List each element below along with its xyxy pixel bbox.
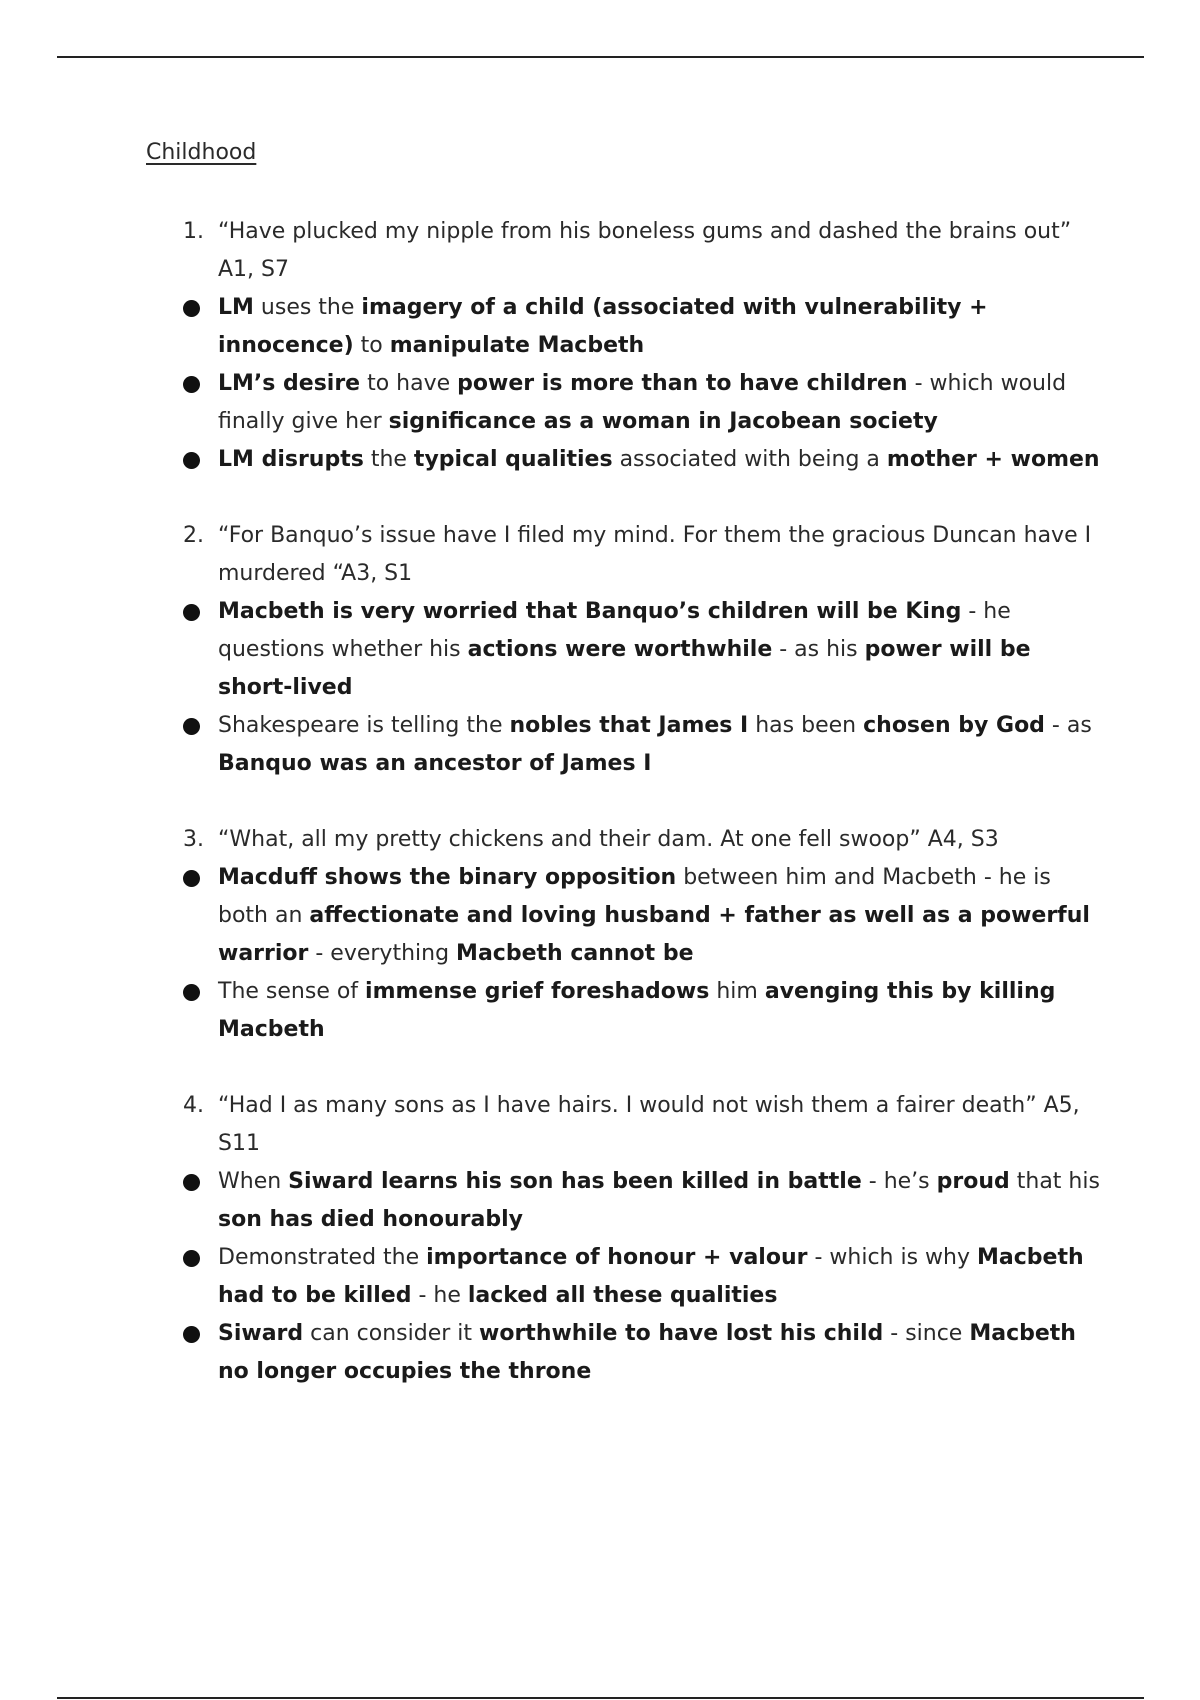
bold-run: Macduff shows the binary opposition bbox=[218, 865, 677, 890]
text-run: - as bbox=[1044, 713, 1092, 738]
bold-run: Macbeth had to be killed bbox=[218, 1245, 1084, 1308]
bold-run: Siward bbox=[218, 1321, 304, 1346]
bold-run: Banquo was an ancestor of James I bbox=[218, 751, 652, 776]
quote-number: 4. bbox=[183, 1093, 204, 1118]
bullet-text bbox=[218, 441, 1106, 479]
bullet-dot-icon bbox=[146, 707, 218, 783]
bold-run: avenging this by killing Macbeth bbox=[218, 979, 1056, 1042]
bold-run: Macbeth is very worried that Banquo’s children will be King bbox=[218, 599, 962, 624]
bullet-point bbox=[146, 859, 1106, 973]
bold-run: nobles that James I bbox=[509, 713, 749, 738]
bullet-point bbox=[146, 593, 1106, 707]
bullet-text bbox=[218, 1239, 1106, 1315]
quote-item bbox=[146, 517, 1106, 593]
bullet-point bbox=[146, 973, 1106, 1049]
bullet-dot-icon bbox=[146, 859, 218, 973]
bullet-text bbox=[218, 973, 1106, 1049]
bold-run: power is more than to have children bbox=[457, 371, 908, 396]
section-heading: Childhood bbox=[146, 140, 257, 165]
bold-run: proud bbox=[936, 1169, 1010, 1194]
bottom-rule bbox=[57, 1697, 1144, 1699]
text-run: - he questions whether his bbox=[218, 599, 1011, 662]
text-run: has been bbox=[748, 713, 864, 738]
text-run: - which is why bbox=[807, 1245, 978, 1270]
bullet-dot-icon bbox=[146, 1163, 218, 1239]
text-run: - he’s bbox=[861, 1169, 937, 1194]
quote-item bbox=[146, 213, 1106, 289]
bold-run: LM’s desire bbox=[218, 371, 361, 396]
bold-run: son has died honourably bbox=[218, 1207, 523, 1232]
quote-number: 1. bbox=[183, 219, 204, 244]
bullet-text bbox=[218, 859, 1106, 973]
text-run: associated with being a bbox=[612, 447, 887, 472]
text-run: When bbox=[218, 1169, 289, 1194]
bullet-text bbox=[218, 593, 1106, 707]
bold-run: Siward learns his son has been killed in battle bbox=[288, 1169, 862, 1194]
text-run: the bbox=[363, 447, 414, 472]
bold-run: actions were worthwhile bbox=[467, 637, 773, 662]
bullet-dot-icon bbox=[146, 441, 218, 479]
bullet-point bbox=[146, 365, 1106, 441]
text-run: Demonstrated the bbox=[218, 1245, 427, 1270]
bullet-dot-icon bbox=[146, 973, 218, 1049]
top-rule bbox=[57, 56, 1144, 58]
text-run: The sense of bbox=[218, 979, 366, 1004]
bold-run: LM bbox=[218, 295, 254, 320]
quote-text: “For Banquo’s issue have I filed my mind. For them the gracious Duncan have I murdered “A3, S1 bbox=[218, 523, 1092, 586]
bullet-point bbox=[146, 441, 1106, 479]
bold-run: affectionate and loving husband + father as well as a powerful warrior bbox=[218, 903, 1090, 966]
bold-run: LM disrupts bbox=[218, 447, 364, 472]
quote-number: 2. bbox=[183, 523, 204, 548]
text-run: can consider it bbox=[303, 1321, 480, 1346]
quote-number: 3. bbox=[183, 827, 204, 852]
text-run: to have bbox=[360, 371, 458, 396]
bold-run: manipulate Macbeth bbox=[389, 333, 645, 358]
text-run: - he bbox=[411, 1283, 468, 1308]
text-run: him bbox=[709, 979, 765, 1004]
bold-run: importance of honour + valour bbox=[426, 1245, 808, 1270]
text-run: - everything bbox=[308, 941, 457, 966]
bold-run: lacked all these qualities bbox=[467, 1283, 778, 1308]
bold-run: typical qualities bbox=[413, 447, 613, 472]
bullet-dot-icon bbox=[146, 365, 218, 441]
text-run: to bbox=[353, 333, 390, 358]
quote-section bbox=[146, 517, 1106, 783]
quote-item bbox=[146, 1087, 1106, 1163]
bullet-text bbox=[218, 1315, 1106, 1391]
quote-text: “Had I as many sons as I have hairs. I would not wish them a fairer death” A5, S11 bbox=[218, 1093, 1080, 1156]
bullet-point bbox=[146, 1163, 1106, 1239]
bold-run: mother + women bbox=[886, 447, 1100, 472]
quote-section bbox=[146, 1087, 1106, 1391]
bullet-text bbox=[218, 707, 1106, 783]
bullet-dot-icon bbox=[146, 289, 218, 365]
bullet-dot-icon bbox=[146, 593, 218, 707]
bold-run: imagery of a child (associated with vulnerability + innocence) bbox=[218, 295, 988, 358]
quote-section bbox=[146, 821, 1106, 1049]
text-run: that his bbox=[1009, 1169, 1100, 1194]
bold-run: Macbeth no longer occupies the throne bbox=[218, 1321, 1076, 1384]
text-run: Shakespeare is telling the bbox=[218, 713, 510, 738]
document-body bbox=[146, 140, 1106, 1429]
quote-list bbox=[146, 213, 1106, 1391]
bold-run: worthwhile to have lost his child bbox=[479, 1321, 884, 1346]
bold-run: power will be short-lived bbox=[218, 637, 1031, 700]
bullet-dot-icon bbox=[146, 1315, 218, 1391]
bold-run: Macbeth cannot be bbox=[456, 941, 694, 966]
bullet-point bbox=[146, 1315, 1106, 1391]
bullet-point bbox=[146, 1239, 1106, 1315]
bullet-point bbox=[146, 289, 1106, 365]
bullet-text bbox=[218, 289, 1106, 365]
quote-text: “Have plucked my nipple from his boneless gums and dashed the brains out” A1, S7 bbox=[218, 219, 1072, 282]
bullet-text bbox=[218, 365, 1106, 441]
quote-text: “What, all my pretty chickens and their dam. At one fell swoop” A4, S3 bbox=[218, 827, 999, 852]
text-run: - which would finally give her bbox=[218, 371, 1067, 434]
bullet-text bbox=[218, 1163, 1106, 1239]
bold-run: significance as a woman in Jacobean society bbox=[388, 409, 938, 434]
bold-run: chosen by God bbox=[863, 713, 1045, 738]
text-run: uses the bbox=[253, 295, 362, 320]
text-run: - as his bbox=[772, 637, 865, 662]
quote-item bbox=[146, 821, 1106, 859]
text-run: - since bbox=[883, 1321, 970, 1346]
bullet-dot-icon bbox=[146, 1239, 218, 1315]
bold-run: immense grief foreshadows bbox=[365, 979, 710, 1004]
quote-section bbox=[146, 213, 1106, 479]
text-run: between him and Macbeth - he is both an bbox=[218, 865, 1051, 928]
bullet-point bbox=[146, 707, 1106, 783]
